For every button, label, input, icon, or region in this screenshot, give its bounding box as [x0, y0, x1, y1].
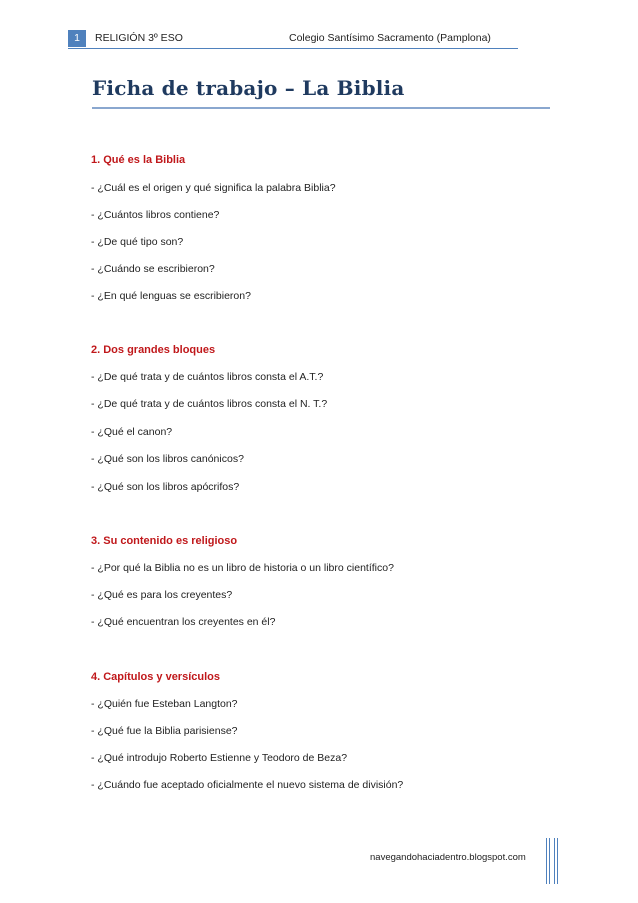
- title-divider: [92, 107, 550, 109]
- question: - ¿Qué encuentran los creyentes en él?: [91, 616, 276, 628]
- header-course: RELIGIÓN 3º ESO: [95, 32, 183, 44]
- footer-decoration: [546, 838, 560, 884]
- question: - ¿Qué es para los creyentes?: [91, 589, 233, 601]
- question: - ¿Por qué la Biblia no es un libro de historia o un libro científico?: [91, 562, 394, 574]
- section-heading: 4. Capítulos y versículos: [91, 671, 220, 683]
- question: - ¿De qué tipo son?: [91, 236, 184, 248]
- question: - ¿De qué trata y de cuántos libros consta el A.T.?: [91, 371, 324, 383]
- question: - ¿Qué el canon?: [91, 426, 173, 438]
- question: - ¿Qué son los libros canónicos?: [91, 453, 244, 465]
- page-number: 1: [68, 30, 86, 47]
- section-heading: 2. Dos grandes bloques: [91, 344, 216, 356]
- question: - ¿Cuándo fue aceptado oficialmente el nuevo sistema de división?: [91, 779, 404, 791]
- page-title: Ficha de trabajo – La Biblia: [92, 76, 405, 100]
- question: - ¿Qué introdujo Roberto Estienne y Teodoro de Beza?: [91, 752, 348, 764]
- page-header: [68, 30, 518, 47]
- section-heading: 1. Qué es la Biblia: [91, 154, 186, 166]
- question: - ¿Qué fue la Biblia parisiense?: [91, 725, 238, 737]
- question: - ¿Cuántos libros contiene?: [91, 209, 220, 221]
- section-heading: 3. Su contenido es religioso: [91, 535, 238, 547]
- header-school: Colegio Santísimo Sacramento (Pamplona): [289, 32, 491, 44]
- question: - ¿De qué trata y de cuántos libros consta el N. T.?: [91, 398, 328, 410]
- question: - ¿Qué son los libros apócrifos?: [91, 481, 240, 493]
- question: - ¿Cuándo se escribieron?: [91, 263, 215, 275]
- question: - ¿Quién fue Esteban Langton?: [91, 698, 238, 710]
- question: - ¿Cuál es el origen y qué significa la palabra Biblia?: [91, 182, 336, 194]
- header-divider: [68, 48, 518, 49]
- footer-url: navegandohaciadentro.blogspot.com: [370, 852, 526, 863]
- question: - ¿En qué lenguas se escribieron?: [91, 290, 251, 302]
